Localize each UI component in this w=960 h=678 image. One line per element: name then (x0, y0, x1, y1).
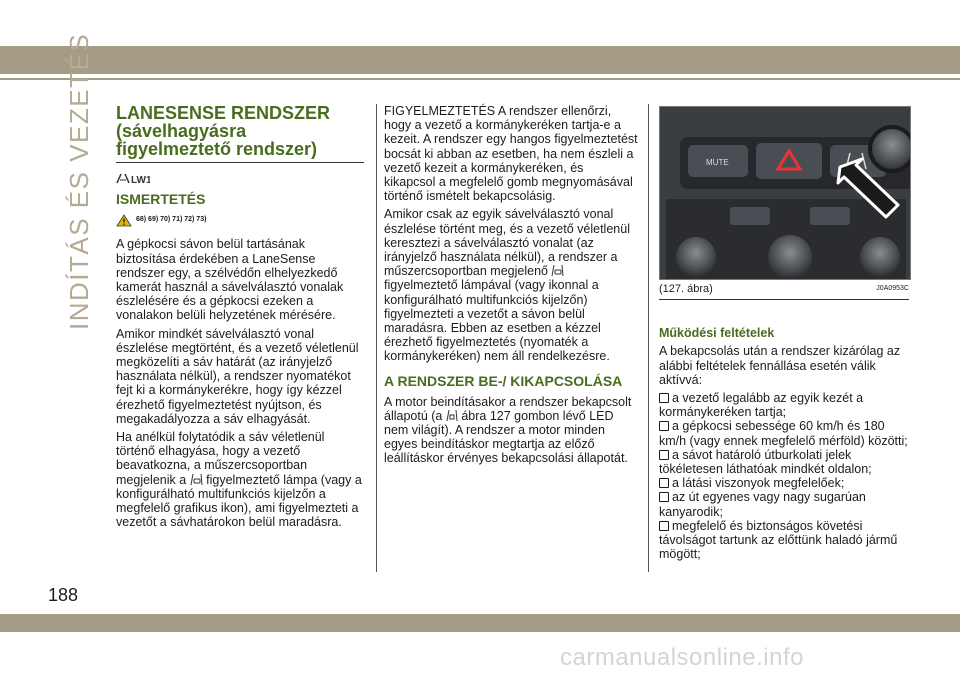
figure-code: J0A0953C (876, 285, 909, 292)
header-rule (0, 78, 960, 80)
paragraph: FIGYELMEZTETÉS A rendszer ellenőrzi, hogy a vezető a kormánykeréken tartja-e a kezeit. A rendszer egy hangos figyelmeztetést bocsát ki abban az esetben, ha nem észleli a vezető kezeit a kormánykeréken, és kikapcsol a megfelelő gomb megnyomásával történő ismételt bekapcsolásig. (384, 104, 638, 204)
warning-triangle-icon (116, 214, 132, 227)
paragraph: A motor beindításakor a rendszer bekapcsolt állapotú (a ábra 127 gombon lévő LED nem világít). A rendszer a motor minden egyes beindításkor megtartja az előző leállításkor érvényes bekapcsolási állapotát. (384, 394, 632, 466)
condition-item: a sávot határoló útburkolati jelek tökéletesen láthatóak mindkét oldalon; (659, 447, 872, 477)
header-band (0, 46, 960, 74)
subheading-be-kikapcsolas: A RENDSZER BE-/ KIKAPCSOLÁSA (384, 372, 623, 389)
column-2 (384, 104, 638, 470)
checkbox-square-icon (659, 521, 669, 531)
condition-item: a látási viszonyok megfelelőek; (659, 476, 909, 490)
checkbox-square-icon (659, 450, 669, 460)
condition-item: megfelelő és biztonságos követési távolságot tartunk az előttünk haladó jármű mögött; (659, 518, 898, 562)
paragraph: Amikor csak az egyik sávelválasztó vonal észlelése történt meg, és a vezető véletlenül keresztezi a sávelválasztó vonalat (az irányjelző használata nélkül), a rendszer a műszercsoportban megjelenő figyelmeztető lámpával (vagy ikonnal a konfigurálható multifunkciós kijelzőn) figyelmezteti a vezetőt a sávon belül maradásra. Ebben az esetben a kézzel érezhető figyelmeztetés (nyomaték a kormánykeréken) nem áll rendelkezésre. (384, 207, 630, 364)
column-3 (659, 106, 909, 561)
subheading-ismertetes: ISMERTETÉS (116, 191, 206, 208)
conditions-list (659, 391, 909, 561)
column-divider (376, 104, 377, 572)
condition-item: a vezető legalább az egyik kezét a kormánykeréken tartja; (659, 391, 864, 420)
checkbox-square-icon (659, 478, 669, 488)
page-number: 188 (48, 585, 79, 605)
lane-warning-lamp-icon (551, 264, 564, 277)
checkbox-square-icon (659, 421, 669, 431)
column-1 (116, 104, 364, 533)
warning-references (116, 213, 364, 227)
paragraph: Ha anélkül folytatódik a sáv véletlenül történő elhagyása, hogy a vezető beavatkozna, a műszercsoportban megjelenik a figyelmeztető lámpa (vagy a konfigurálható multifunkciós kijelzőn a megfelelő grafikus ikon), ami figyelmezteti a vezetőt a sávhatárokon belül maradásra. (116, 430, 362, 530)
conditions-intro: A bekapcsolás után a rendszer kizárólag az alábbi feltételek fennállása esetén válik aktívvá: (659, 344, 901, 387)
dashboard-photo (659, 106, 911, 280)
lanesense-icon (116, 171, 364, 188)
figure-number: (127. ábra) (659, 283, 713, 295)
paragraph: A gépkocsi sávon belül tartásának biztosítása érdekében a LaneSense rendszer egy, a szélvédőn elhelyezkedő kamerát használ a sávelválasztó vonalak észlelésére és a gépkocsi ezeken a vonalakon belüli helyzetének mérésére. (116, 237, 344, 323)
conditions-heading: Működési feltételek (659, 326, 775, 341)
lanesense-icon-label: LW1 (131, 175, 150, 185)
figure-caption (659, 280, 909, 300)
checkbox-square-icon (659, 492, 669, 502)
checkbox-square-icon (659, 393, 669, 403)
mute-button-label: MUTE (706, 158, 729, 167)
section-title: LANESENSE RENDSZER (sávelhagyásra figyelmeztető rendszer) (116, 104, 364, 163)
lanesense-button-icon (446, 409, 458, 422)
warning-ref-list: 68) 69) 70) 71) 72) 73) (136, 216, 207, 224)
footer-band (0, 614, 960, 632)
column-divider (648, 104, 649, 572)
watermark: carmanualsonline.info (560, 644, 804, 671)
section-side-title: INDÍTÁS ÉS VEZETÉS (64, 32, 94, 330)
paragraph: Amikor mindkét sávelválasztó vonal észlelése megtörtént, és a vezető véletlenül megközelíti a sáv határát (az irányjelző használata nélkül), a rendszer nyomatékot fejt ki a kormánykerékre, hogy így kézzel érezhető figyelmeztetést nyújtson, és megakadályozza a sáv elhagyását. (116, 326, 359, 426)
condition-item: az út egyenes vagy nagy sugarúan kanyarodik; (659, 490, 866, 519)
condition-item: a gépkocsi sebessége 60 km/h és 180 km/h (vagy ennek megfelelő mérföld) közötti; (659, 419, 908, 448)
lane-warning-lamp-icon (190, 473, 203, 486)
